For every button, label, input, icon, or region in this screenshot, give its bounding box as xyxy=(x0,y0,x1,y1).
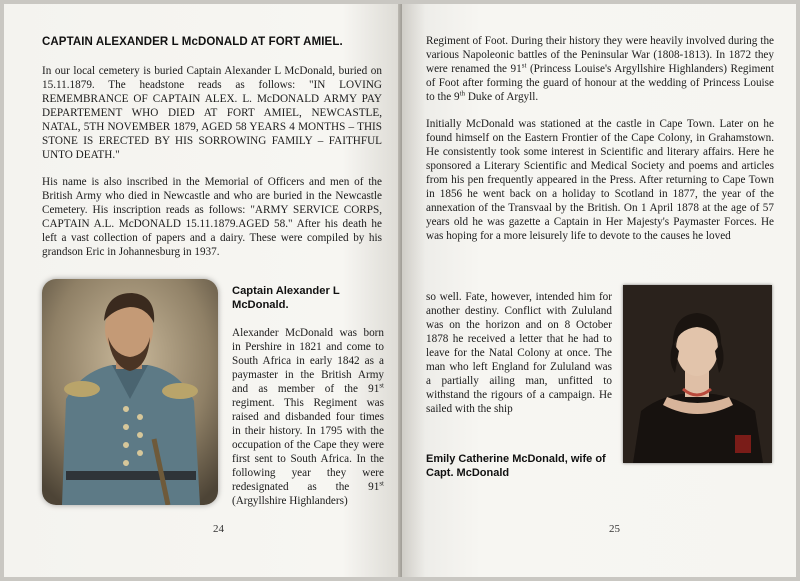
right-page xyxy=(402,4,796,577)
page-number-left: 24 xyxy=(213,523,224,535)
career-paragraph: Initially McDonald was stationed at the castle in Cape Town. Later on he found himself on the Eastern Frontier of the Cape Colony, in Grahamstown. He consistently took some interest in Scientific and literary affairs. Here he sponsored a Literary Scientific and Medical Society and poems and articles from his pen frequently appeared in the Press. After returning to Cape Town in 1856 he went back on a holiday to Scotland in 1877, the year of the annexation of the Transvaal by the British. On 1 April 1878 at the age of 57 years old he was gazette a Captain in Her Majesty's Paymaster Forces. He was hoping for a more leisurely life to devote to the causes he loved xyxy=(426,118,774,242)
book-spread xyxy=(4,4,796,577)
memorial-paragraph: His name is also inscribed in the Memorial of Officers and men of the British Army who died in Newcastle and who are buried in the Newcastle Cemetery. His inscription reads as follows: "ARMY SERVICE CORPS, CAPTAIN A.L. McDONALD 15.11.1879.AGED 58." After his death he left a vast collection of papers and a dairy. These were compiled by his grandson Eric in Johannesburg in 1937. xyxy=(42,176,382,258)
regiment-text-part: Duke of Argyll. xyxy=(465,91,539,103)
headstone-paragraph: In our local cemetery is buried Captain Alexander L McDonald, buried on 15.11.1879. The headstone reads as follows: "IN LOVING REMEMBRANCE OF CAPTAIN ALEX. L. McDONALD ARMY PAY DEPARTEMENT WHO DIED AT FORT AMIEL, NEWCASTLE, NATAL, 5TH NOVEMBER 1879, AGED 58 YEARS 4 MONTHS – THIS STONE IS ERECTED BY HIS SORROWING FAMILY – FAITHFUL UNTO DEATH." xyxy=(42,65,382,161)
regiment-paragraph xyxy=(426,34,774,104)
zululand-paragraph: so well. Fate, however, intended him for another destiny. Conflict with Zululand was on the horizon and on 8 October 1878 he received a letter that he had to leave for the Natal Colony at once. The man who left England for Zululand was a partially ailing man, unfitted to withstand the rigours of a campaign. He sailed with the ship xyxy=(426,291,612,415)
biography-text-part: regiment. This Regiment was raised and disbanded four times in their history. In 1795 with the occupation of the Cape they were first sent to South Africa. In the following year they were redesignated as the 91 xyxy=(232,397,384,493)
biography-text-part: (Argyllshire Highlanders) xyxy=(232,495,348,507)
captain-portrait-image xyxy=(42,279,218,505)
biography-paragraph xyxy=(232,326,384,508)
superscript: th xyxy=(459,89,466,98)
page-number-right: 25 xyxy=(609,523,620,535)
article-title: CAPTAIN ALEXANDER L McDONALD AT FORT AMIEL. xyxy=(42,36,343,48)
regiment-text-part: (Princess Louise's Argyllshire Highlanders) Regiment of Foot after forming the guard of honour at the wedding of Princess Louise to the 9 xyxy=(426,63,774,103)
portrait-caption: Captain Alexander L McDonald. xyxy=(232,285,340,311)
wife-portrait-image xyxy=(623,285,772,463)
superscript: st xyxy=(379,381,384,390)
superscript: st xyxy=(379,479,384,488)
superscript: st xyxy=(521,61,527,70)
biography-text-part: Alexander McDonald was born in Pershire in 1821 and come to South Africa in early 1842 as a paymaster in the British Army and as member of the 91 xyxy=(232,327,384,395)
wife-caption: Emily Catherine McDonald, wife of Capt. McDonald xyxy=(426,453,606,479)
regiment-text-part: Regiment of Foot. During their history they were heavily involved during the various Napoleonic battles of the Peninsular War (1808-1813). In 1872 they were renamed the 91 xyxy=(426,35,774,75)
